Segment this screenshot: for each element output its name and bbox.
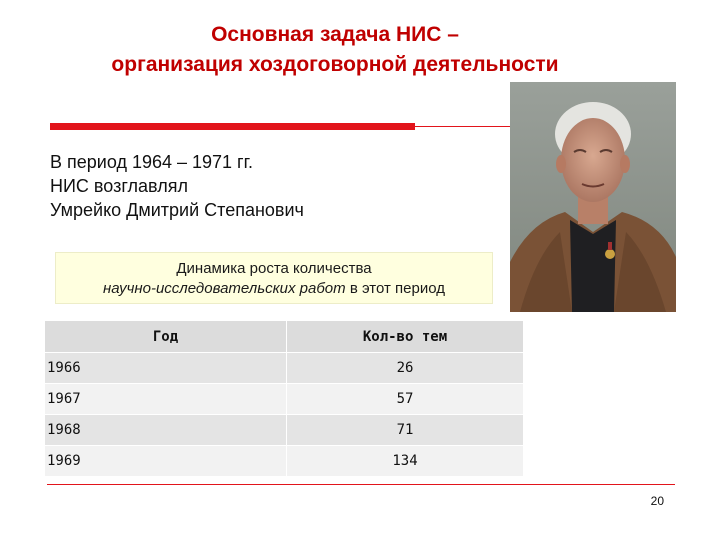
page-number: 20 [650, 494, 664, 508]
intro-line-3: Умрейко Дмитрий Степанович [50, 200, 304, 220]
caption-line-1: Динамика роста количества [176, 260, 372, 277]
topics-table [44, 320, 524, 477]
cell-year: 1968 [45, 415, 287, 446]
header-year: Год [45, 321, 287, 353]
cell-year: 1967 [45, 384, 287, 415]
cell-count: 71 [287, 415, 524, 446]
header-count: Кол-во тем [287, 321, 524, 353]
footer-divider [47, 484, 675, 485]
intro-text [50, 150, 470, 222]
caption-line-2 [56, 279, 492, 299]
cell-count: 57 [287, 384, 524, 415]
table-row [45, 384, 524, 415]
caption-box [55, 252, 493, 304]
title-line-2: организация хоздоговорной деятельности [111, 53, 559, 76]
cell-count: 26 [287, 353, 524, 384]
caption-line-2-italic: научно-исследовательских работ [103, 280, 346, 297]
portrait-photo [510, 82, 676, 312]
title-accent-bar [50, 123, 415, 130]
title-line-1: Основная задача НИС – [211, 23, 459, 46]
cell-count: 134 [287, 446, 524, 477]
intro-line-2: НИС возглавлял [50, 176, 188, 196]
table-row [45, 415, 524, 446]
table-row [45, 353, 524, 384]
table-row [45, 446, 524, 477]
caption-line-2-rest: в этот период [345, 280, 445, 297]
table-header-row [45, 321, 524, 353]
cell-year: 1966 [45, 353, 287, 384]
cell-year: 1969 [45, 446, 287, 477]
slide-title [40, 20, 630, 80]
intro-line-1: В период 1964 – 1971 гг. [50, 152, 253, 172]
